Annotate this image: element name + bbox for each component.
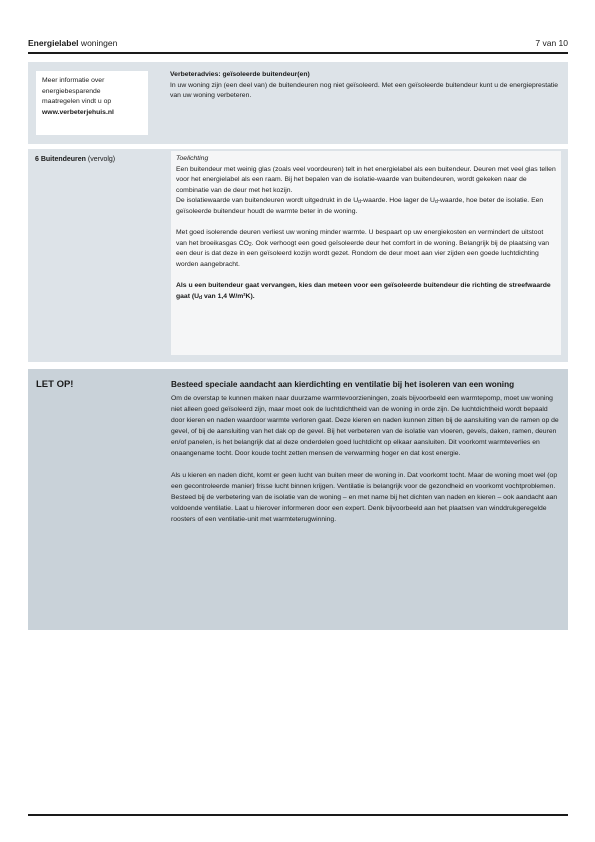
advice-section xyxy=(28,62,568,144)
info-line: Meer informatie over xyxy=(42,77,105,84)
section-label-rest: (vervolg) xyxy=(85,156,116,163)
header-divider xyxy=(28,52,568,54)
section-label xyxy=(35,156,115,163)
info-url-link[interactable]: www.verbeterjehuis.nl xyxy=(42,108,114,116)
document-title-bold: Energielabel xyxy=(28,38,79,48)
info-box xyxy=(36,71,148,135)
document-title-rest: woningen xyxy=(78,38,118,48)
advice-text xyxy=(170,70,562,102)
attention-section xyxy=(28,369,568,630)
attention-heading: Besteed speciale aandacht aan kierdichting en ventilatie bij het isoleren van een woning xyxy=(171,380,515,389)
explanation-conclusion: Als u een buitendeur gaat vervangen, kies dan meteen voor een geïsoleerde buitendeur die richting de streefwaarde gaat ($U_d$ van 1,4 W/m²K). xyxy=(176,282,551,301)
explanation-subheading: Toelichting xyxy=(176,155,209,162)
advice-body: In uw woning zijn (een deel van) de buitendeuren nog niet geïsoleerd. Met een geïsoleerde buitendeur kunt u de energieprestatie van uw woning verbeteren. xyxy=(170,81,559,100)
advice-heading: Verbeteradvies: geïsoleerde buitendeur(en) xyxy=(170,71,310,78)
attention-paragraph: Om de overstap te kunnen maken naar duurzame warmtevoorzieningen, zoals bijvoorbeeld een warmtepomp, moet uw woning niet alleen goed geïsoleerd zijn, maar moet ook de luchtdichtheid van de woning in orde zijn. De luchtdichtheid wordt bepaald door kieren en naden waardoor warmte verloren gaat. Deze kieren en naden kunnen zitten bij de aansluiting van de ramen op de gevel, of bij de aansluiting van het dak op de gevel. Bij het verbeteren van de isolatie van vloeren, gevels, daken, ramen, deuren en/of panelen, is het belangrijk dat al deze onderdelen goed luchtdicht op elkaar aansluiten. Dit voorkomt warmteverlies en onaangename tocht. Door koude tocht zetten mensen de verwarming hoger en dat kost energie. xyxy=(171,395,559,457)
footer-divider xyxy=(28,814,568,816)
explanation-paragraph: Een buitendeur met weinig glas (zoals veel voordeuren) telt in het energielabel als een buitendeur. Deuren met veel glas tellen voor het energielabel als een raam. Bij het bepalen van de isolatie-waarde van buitendeuren, wordt gekeken naar de combinatie van de deur met het kozijn. xyxy=(176,165,556,194)
document-title xyxy=(28,38,117,48)
explanation-paragraph: De isolatiewaarde van buitendeuren wordt uitgedrukt in de $U_d$-waarde. Hoe lager de $U_d$-waarde, hoe beter de isolatie. Een geïsoleerde buitendeur houdt de warmte beter in de woning. xyxy=(176,197,544,215)
attention-body xyxy=(171,379,563,525)
info-line: maatregelen vindt u op xyxy=(42,98,112,106)
page-header xyxy=(28,38,568,52)
doors-section xyxy=(28,149,568,362)
info-line: energiebesparende xyxy=(42,87,101,95)
explanation-box xyxy=(171,151,561,355)
attention-paragraph: Als u kieren en naden dicht, komt er geen lucht van buiten meer de woning in. Dat voorkomt tocht. Maar de woning moet wel (op een gecontroleerde manier) frisse lucht binnen krijgen. Ventilatie is belangrijk voor de gezondheid en voorkomt vochtproblemen. Besteed bij de verbetering van de isolatie van de woning – en met name bij het dichten van naden en kieren – ook aandacht aan voldoende ventilatie. Laat u hierover informeren door een expert. Denk bijvoorbeeld aan het plaatsen van winddrukgeregelde roosters of een ventilatie-unit met warmteterugwinning. xyxy=(171,472,558,523)
section-label-bold: 6 Buitendeuren xyxy=(35,156,86,163)
page-number: 7 van 10 xyxy=(535,38,568,48)
explanation-paragraph: Met goed isolerende deuren verliest uw woning minder warmte. U bespaart op uw energiekosten en vermindert de uitstoot van het broeikasgas $CO_2$. Ook verhoogt een goed geïsoleerde deur het comfort in de woning. Belangrijk bij de plaatsing van een deur is dat deze in een geïsoleerd kozijn wordt gezet. Rondom de deur moet aan vier zijden een goede luchtdichting worden aangebracht. xyxy=(176,229,550,268)
attention-title: LET OP! xyxy=(36,379,74,390)
